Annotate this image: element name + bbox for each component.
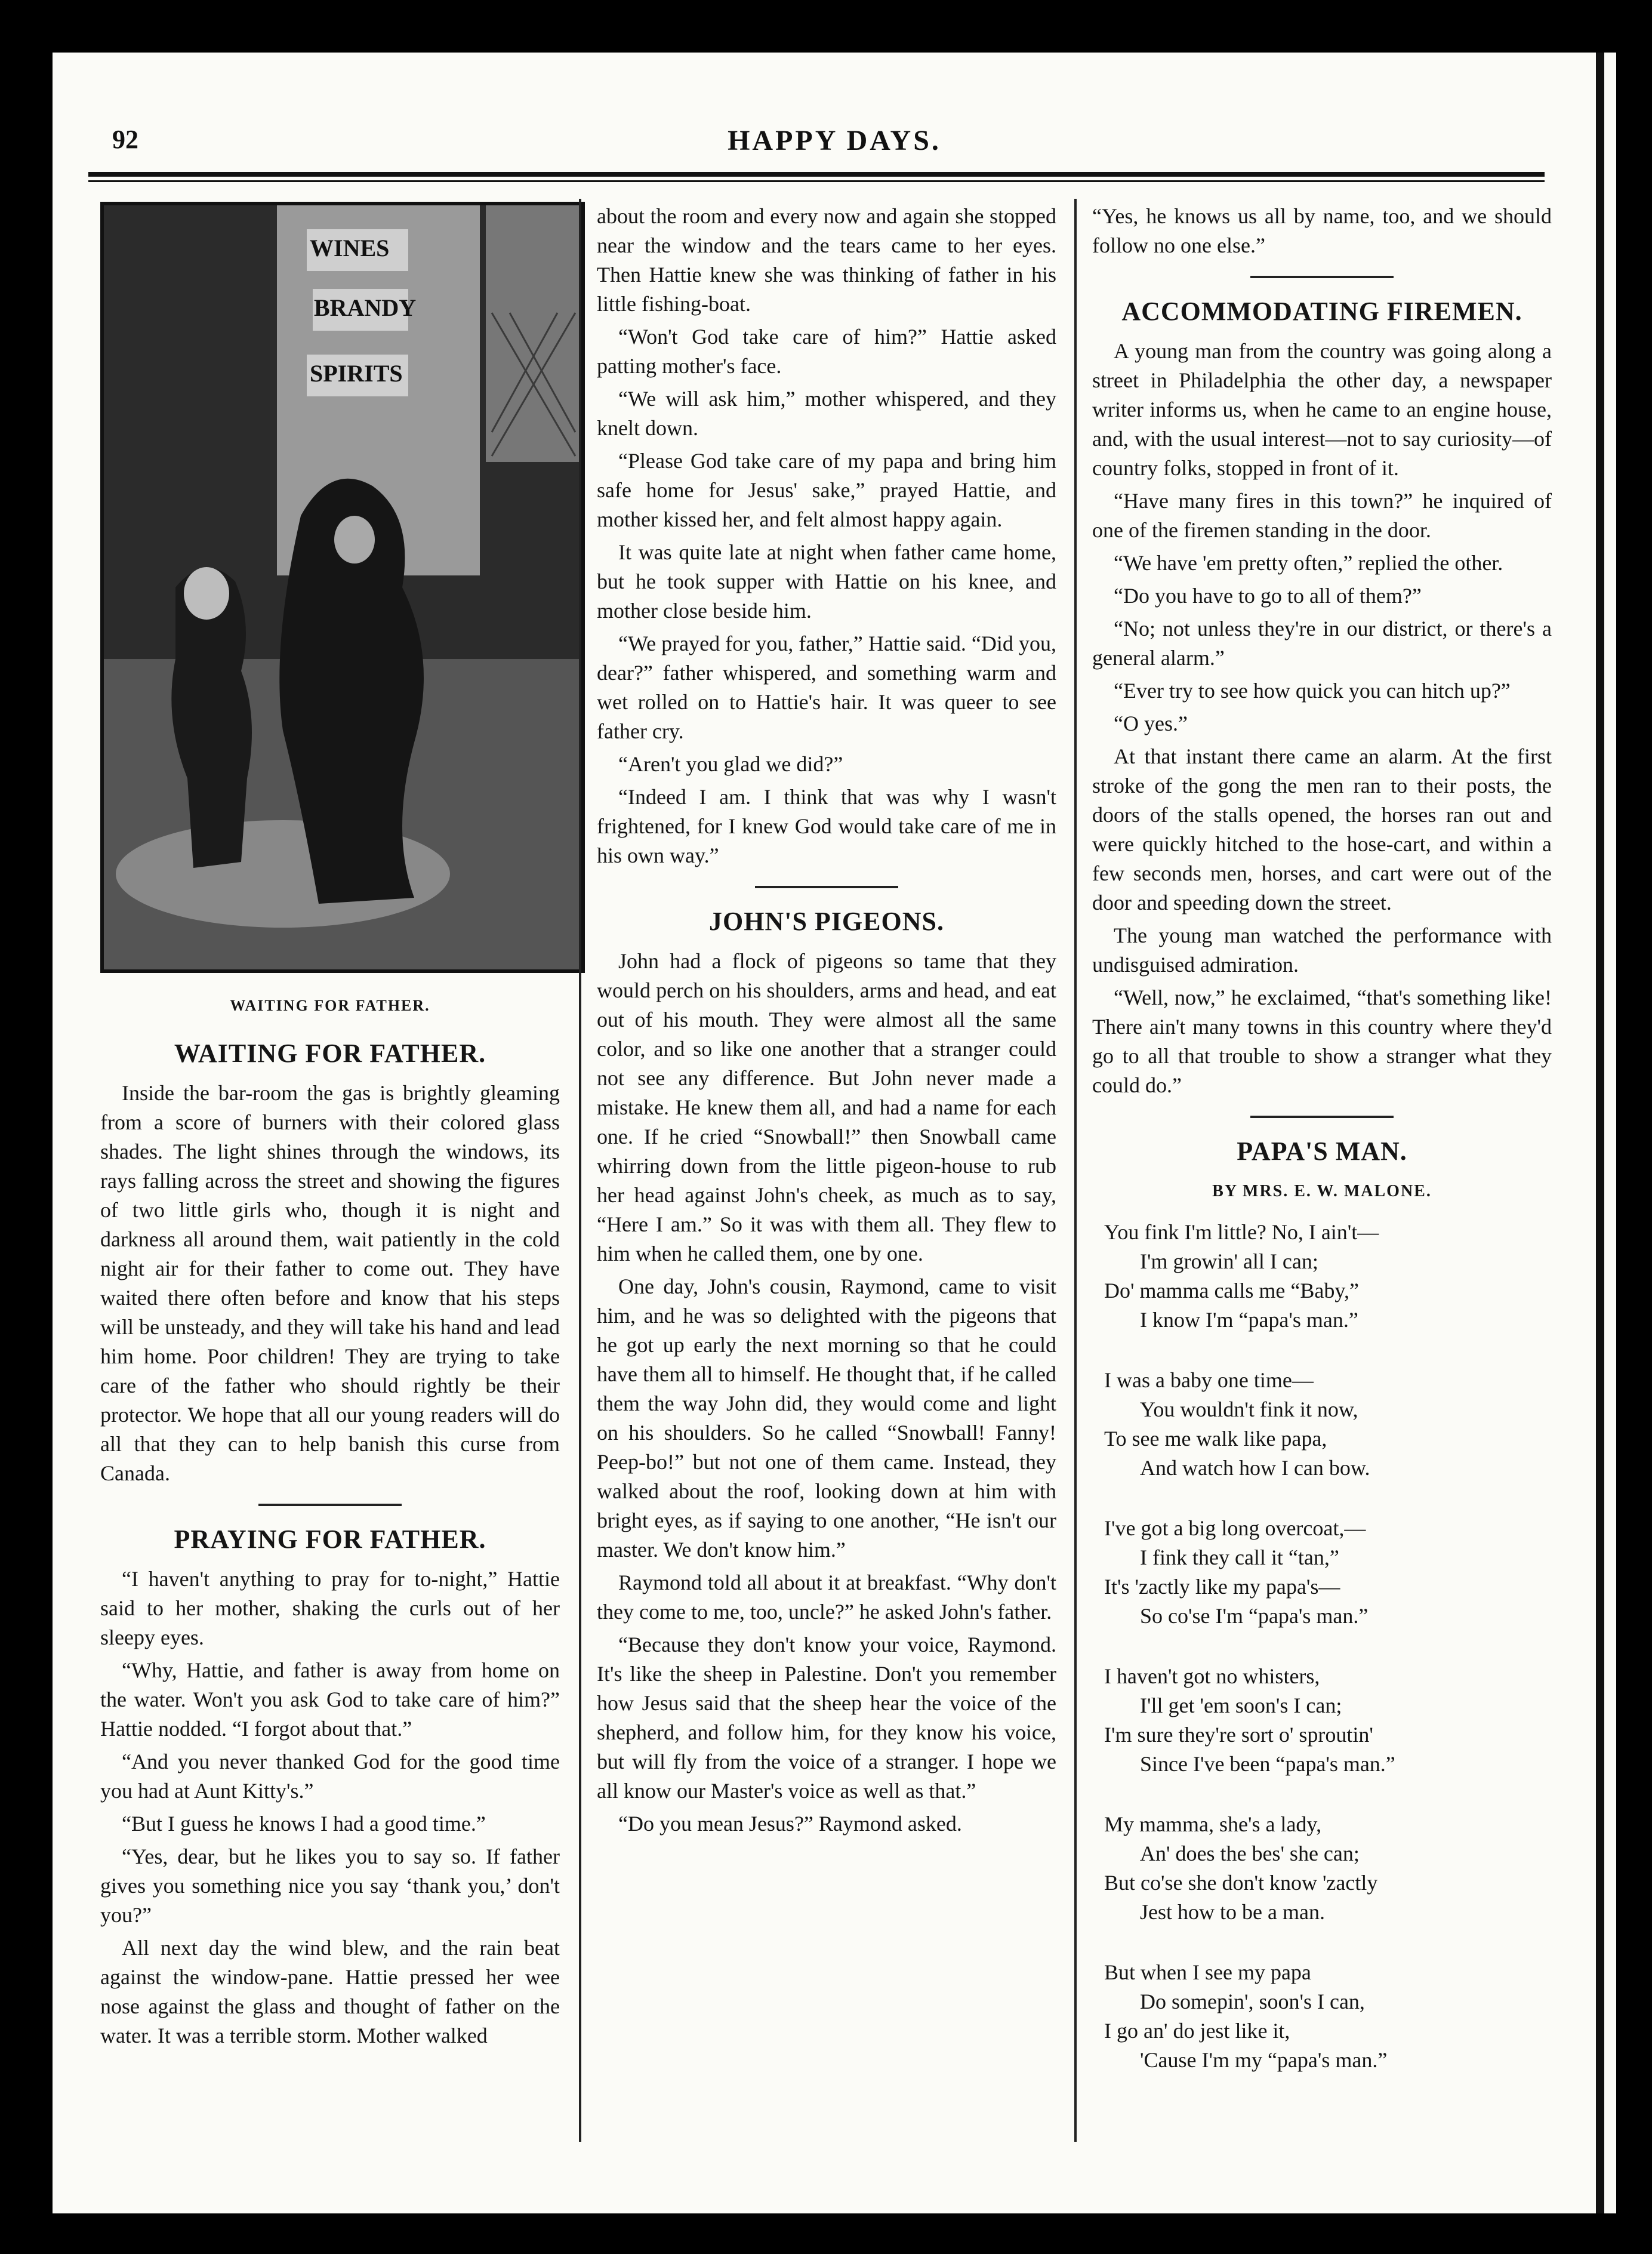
poem-line: I was a baby one time— — [1104, 1368, 1314, 1392]
poem-line: 'Cause I'm my “papa's man.” — [1140, 2048, 1388, 2072]
poem-line: I'm growin' all I can; — [1140, 1249, 1318, 1273]
poem-line: I go an' do jest like it, — [1104, 2019, 1290, 2043]
paragraph: “Aren't you glad we did?” — [618, 752, 843, 776]
sign-wines: WINES — [310, 235, 390, 261]
paragraph: “We will ask him,” mother whispered, and they knelt down. — [597, 387, 1056, 440]
paragraph: “Because they don't know your voice, Raymond. It's like the sheep in Palestine. Don't you remember how Jesus said that the sheep hear the voice of the shepherd, and follow him, for they know his voice, but will fly from the voice of a stranger. I hope we all know our Master's voice as well as that.” — [597, 1633, 1056, 1803]
poem-line: And watch how I can bow. — [1140, 1456, 1370, 1480]
poem-line: But co'se she don't know 'zactly — [1104, 1871, 1378, 1895]
paragraph: Inside the bar-room the gas is brightly gleaming from a score of burners with their colored glass shades. The light shines through the windows, its rays falling across the street and showing the figures of two little girls who, though it is night and darkness all around them, wait patiently in the cold night air for their father to come out. They have waited there often before and know that his steps will be unsteady, and they will take his hand and lead him home. Poor children! They are trying to take care of the father who should rightly be their protector. We hope that all our young readers will do all that they can to help banish this curse from Canada. — [100, 1081, 560, 1485]
poem-stanza — [1104, 1366, 1552, 1483]
poem-line: Jest how to be a man. — [1140, 1900, 1325, 1924]
page-number: 92 — [112, 125, 138, 154]
poem-stanza — [1104, 1958, 1552, 2075]
poem-line: Do somepin', soon's I can, — [1140, 1990, 1365, 2013]
paragraph: “No; not unless they're in our district, or there's a general alarm.” — [1092, 617, 1552, 670]
article-title-waiting: WAITING FOR FATHER. — [174, 1039, 486, 1068]
paragraph: “We have 'em pretty often,” replied the other. — [1114, 551, 1503, 575]
sign-spirits: SPIRITS — [310, 360, 403, 387]
paragraph: “Yes, dear, but he likes you to say so. If father gives you something nice you say ‘thank you,’ don't you?” — [100, 1845, 560, 1927]
poem-line: I've got a big long overcoat,— — [1104, 1516, 1366, 1540]
poem-title: PAPA'S MAN. — [1237, 1137, 1407, 1166]
paragraph: “O yes.” — [1114, 712, 1188, 735]
section-divider — [1250, 1116, 1394, 1118]
poem-line: I'm sure they're sort o' sproutin' — [1104, 1723, 1373, 1747]
poem-stanza — [1104, 1218, 1552, 1335]
poem-stanza — [1104, 1810, 1552, 1927]
poem-line: You fink I'm little? No, I ain't— — [1104, 1220, 1379, 1244]
poem-line: I'll get 'em soon's I can; — [1140, 1693, 1342, 1717]
poem-line: You wouldn't fink it now, — [1140, 1397, 1358, 1421]
page-edge-shadow — [1596, 53, 1604, 2213]
paragraph: about the room and every now and again she stopped near the window and the tears came to her eyes. Then Hattie knew she was thinking of father in his little fishing-boat. — [597, 204, 1056, 316]
poem-line: An' does the bes' she can; — [1140, 1842, 1360, 1865]
section-divider — [1250, 276, 1394, 278]
paragraph: “Well, now,” he exclaimed, “that's something like! There ain't many towns in this country where they'd go to all that trouble to show a stranger what they could do.” — [1092, 986, 1552, 1097]
paragraph: One day, John's cousin, Raymond, came to visit him, and he was so delighted with the pigeons that he got up early the next morning so that he could have them all to himself. He thought that, if he called them the way John did, they would come and light on his shoulders. So he called “Snowball! Fanny! Peep-bo!” but not one of them came. Instead, they walked about the roof, looking down at him with bright eyes, as if saying to one another, “He isn't our master. We don't know him.” — [597, 1274, 1056, 1562]
paragraph: “Ever try to see how quick you can hitch up?” — [1114, 679, 1511, 703]
poem-line: It's 'zactly like my papa's— — [1104, 1575, 1340, 1599]
paragraph: John had a flock of pigeons so tame that they would perch on his shoulders, arms and head, and eat out of his mouth. They were almost all the same color, and so like one another that a stranger could not see any difference. But John never made a mistake. He knew them all, and had a name for each one. If he cried “Snowball!” then Snowball came whirring down from the little pigeon-house to rub her head against John's cheek, as much as to say, “Here I am.” So it was with them all. They flew to him when he called them, one by one. — [597, 949, 1056, 1265]
header-rule-thick — [88, 172, 1545, 177]
poem-line: Since I've been “papa's man.” — [1140, 1752, 1395, 1776]
paragraph: “Yes, he knows us all by name, too, and we should follow no one else.” — [1092, 204, 1552, 257]
article-title-pigeons: JOHN'S PIGEONS. — [709, 907, 944, 936]
column-2 — [597, 202, 1056, 1842]
paragraph: The young man watched the performance with undisguised admiration. — [1092, 923, 1552, 977]
column-divider — [1074, 199, 1077, 2142]
illustration-caption: WAITING FOR FATHER. — [230, 997, 430, 1014]
header-rule-thin — [88, 180, 1545, 182]
section-divider — [755, 886, 898, 888]
poem-line: I fink they call it “tan,” — [1140, 1545, 1339, 1569]
poem-line: My mamma, she's a lady, — [1104, 1812, 1322, 1836]
poem-line: I haven't got no whisters, — [1104, 1664, 1320, 1688]
paragraph: Raymond told all about it at breakfast. “Why don't they come to me, too, uncle?” he asked John's father. — [597, 1571, 1056, 1624]
newspaper-page — [53, 53, 1616, 2213]
paragraph: “Do you mean Jesus?” Raymond asked. — [618, 1812, 962, 1836]
paragraph: A young man from the country was going along a street in Philadelphia the other day, a newspaper writer informs us, when he came to an engine house, and, with the usual interest—not to say curiosity—of country folks, stopped in front of it. — [1092, 339, 1552, 480]
poem-line: Do' mamma calls me “Baby,” — [1104, 1279, 1360, 1302]
masthead-title: HAPPY DAYS. — [728, 125, 941, 156]
sign-brandy: BRANDY — [314, 294, 417, 321]
poem-stanza — [1104, 1514, 1552, 1631]
article-title-praying: PRAYING FOR FATHER. — [174, 1525, 486, 1554]
article-title-firemen: ACCOMMODATING FIREMEN. — [1121, 297, 1522, 326]
poem-line: So co'se I'm “papa's man.” — [1140, 1604, 1369, 1628]
column-1 — [100, 202, 560, 2054]
paragraph: “Why, Hattie, and father is away from home on the water. Won't you ask God to take care of him?” Hattie nodded. “I forgot about that.” — [100, 1658, 560, 1741]
paragraph: “Won't God take care of him?” Hattie asked patting mother's face. — [597, 325, 1056, 378]
paragraph: At that instant there came an alarm. At the first stroke of the gong the men ran to their posts, the doors of the stalls opened, the horses ran out and were quickly hitched to the hose-cart, and within a few seconds men, horses, and cart were out of the door and speeding down the street. — [1092, 744, 1552, 914]
paragraph: “But I guess he knows I had a good time.” — [122, 1812, 486, 1836]
paragraph: All next day the wind blew, and the rain beat against the window-pane. Hattie pressed her wee nose against the glass and thought of father on the water. It was a terrible storm. Mother walked — [100, 1936, 560, 2047]
poem-line: But when I see my papa — [1104, 1960, 1311, 1984]
poem-byline: BY MRS. E. W. MALONE. — [1212, 1182, 1432, 1200]
poem-line: To see me walk like papa, — [1104, 1427, 1327, 1451]
poem-line: I know I'm “papa's man.” — [1140, 1308, 1358, 1332]
column-divider — [579, 199, 581, 2142]
paragraph: “Please God take care of my papa and bring him safe home for Jesus' sake,” prayed Hattie, and mother kissed her, and felt almost happy again. — [597, 449, 1056, 531]
paragraph: “I haven't anything to pray for to-night,” Hattie said to her mother, shaking the curls out of her sleepy eyes. — [100, 1567, 560, 1649]
paragraph: “Do you have to go to all of them?” — [1114, 584, 1422, 608]
paragraph: “We prayed for you, father,” Hattie said. “Did you, dear?” father whispered, and something warm and wet rolled on to Hattie's hair. It was queer to see father cry. — [597, 632, 1056, 743]
column-3 — [1092, 202, 1552, 2106]
paragraph: “Have many fires in this town?” he inquired of one of the firemen standing in the door. — [1092, 489, 1552, 542]
poem-stanza — [1104, 1662, 1552, 1779]
paragraph: It was quite late at night when father came home, but he took supper with Hattie on his knee, and mother close beside him. — [597, 540, 1056, 623]
paragraph: “Indeed I am. I think that was why I wasn't frightened, for I knew God would take care of me in his own way.” — [597, 785, 1056, 867]
section-divider — [258, 1504, 402, 1506]
illustration-waiting-for-father — [100, 202, 585, 973]
paragraph: “And you never thanked God for the good time you had at Aunt Kitty's.” — [100, 1750, 560, 1803]
